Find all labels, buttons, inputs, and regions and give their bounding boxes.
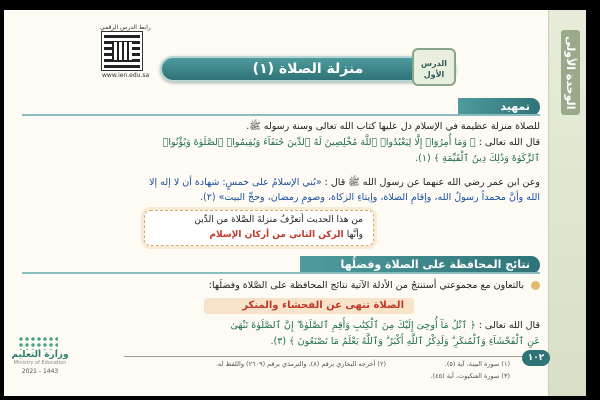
- note-highlight: الركن الثاني من أركان الإسلام: [209, 230, 344, 240]
- note-line2-prefix: وأنَّها: [346, 230, 363, 240]
- unit-label: الوحدة الأولى: [561, 30, 580, 115]
- hadith-prefix: وعن ابن عمر رضي الله عنهما عن رسول الله ﷺ قال :: [324, 177, 540, 188]
- intro-quran-line1: ﴿ وَمَا أُمِرُوٓا۟ إِلَّا لِيَعْبُدُوا۟ ٱللَّهَ مُخْلِصِينَ لَهُ ٱلدِّينَ حُنَفَآءَ وَيُقِيمُوا۟ ٱلصَّلَوٰةَ وَيُؤْتُوا۟: [162, 137, 476, 148]
- ministry-logo: [10, 350, 70, 375]
- lesson-badge-line2: الأول: [423, 70, 445, 79]
- result-highlight-text: الصلاة تنهى عن الفحشاء والمنكر: [242, 300, 404, 311]
- results-quran-line2: عَنِ ٱلْفَحْشَآءِ وَٱلْمُنكَرِ ۗ وَلَذِكْرُ ٱللَّهِ أَكْبَرُ ۗ وَٱللَّهُ يَعْلَمُ مَا تَصْنَعُونَ ﴾ (٣).: [270, 336, 540, 347]
- qr-url[interactable]: www.ien.edu.sa: [102, 72, 150, 79]
- qr-code[interactable]: [102, 32, 142, 70]
- results-divider: [22, 272, 540, 274]
- note-line1: من هذا الحديث أتعرَّفُ منزلةَ الصَّلاة من الدِّين: [194, 215, 363, 225]
- footnote-1: (١) سورة البينة، آية (٥).: [444, 360, 510, 368]
- intro-heading: تمهيد: [458, 98, 540, 116]
- hadith-line1: «بُني الإسلامُ على خمسٍ: شهادة أن لا إله إلا: [149, 177, 322, 188]
- intro-quote-prefix: قال الله تعالى :: [478, 137, 540, 148]
- unit-side-tab: [548, 10, 586, 396]
- intro-quran-line2: ٱلزَّكَوٰةَ وَذَٰلِكَ دِينُ ٱلْقَيِّمَةِ ﴾ (١).: [415, 153, 540, 164]
- textbook-page: [4, 10, 586, 396]
- results-instruction: بالتعاون مع مجموعتي أستنتجُ من الأدلة الآتية نتائج المحافظة على الصَّلاة وفضلَها:: [208, 280, 524, 291]
- footnote-divider: [124, 356, 544, 357]
- note-box: [144, 210, 374, 246]
- ministry-name: وزارة التعليم: [11, 350, 69, 360]
- qr-caption: رابط الدرس الرقمي: [100, 24, 151, 31]
- lesson-badge-line1: الدرس: [420, 59, 447, 68]
- result-highlight-box: [204, 298, 414, 314]
- ministry-sub: Ministry of Education: [13, 360, 67, 366]
- intro-divider: [22, 114, 540, 116]
- bullet-icon: [531, 281, 540, 290]
- ministry-logo-icon: [18, 336, 58, 350]
- results-quran-line1: ﴿ ٱتْلُ مَآ أُوحِىَ إِلَيْكَ مِنَ ٱلْكِتَٰبِ وَأَقِمِ ٱلصَّلَوٰةَ ۖ إِنَّ ٱلصَّلَوٰةَ تَنْهَىٰ: [230, 320, 476, 331]
- results-heading: نتائج المحافظة على الصلاة وفضلُها: [300, 256, 540, 274]
- edition-year: 2021 - 1443: [21, 368, 59, 375]
- footnote-2: (٢) أخرجه البخاري برقم (٨)، والترمذي برقم (٢٦٠٩) واللفظ له.: [215, 360, 386, 368]
- lesson-title: منزلة الصلاة (١): [252, 61, 364, 77]
- hadith-line2: الله وأنَّ محمداً رسولُ الله، وإقامِ الصلاة، وإيتاءِ الزكاة، وصومِ رمضان، وحجِّ البيت» (٢).: [200, 192, 540, 203]
- lesson-badge: [412, 48, 456, 86]
- page-number: ١٠٢: [522, 350, 550, 366]
- footnote-3: (٣) سورة العنكبوت، آية (٤٥).: [430, 372, 510, 380]
- intro-line1: للصلاة منزلة عظيمة في الإسلام دل عليها كتاب الله تعالى وسنة رسوله ﷺ.: [246, 121, 540, 132]
- results-quote-prefix: قال الله تعالى :: [478, 320, 540, 331]
